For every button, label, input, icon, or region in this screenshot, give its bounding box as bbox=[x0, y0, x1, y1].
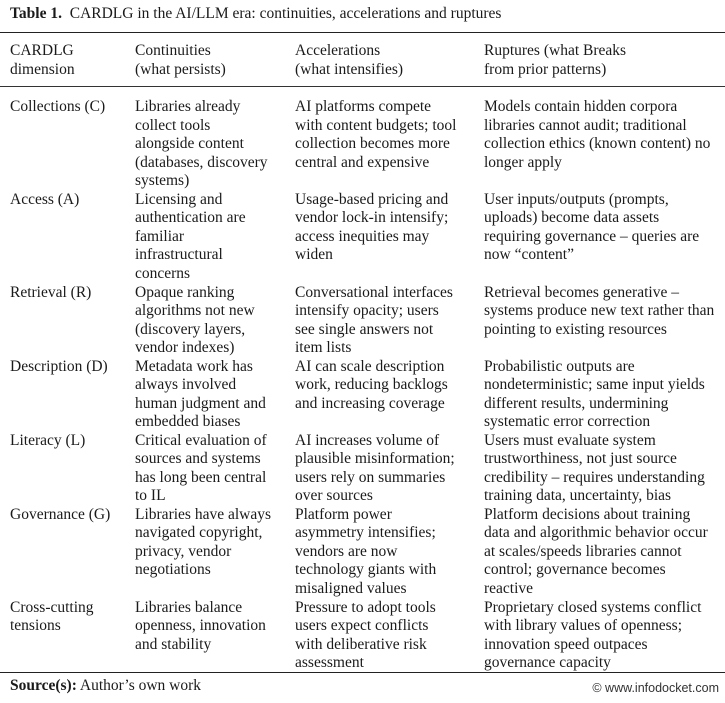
header-ruptures: Ruptures (what Breaks from prior patterns) bbox=[484, 42, 627, 78]
table-row bbox=[0, 506, 725, 599]
cell-dimension: Governance (G) bbox=[10, 505, 111, 523]
table-label: Table 1. bbox=[10, 5, 62, 22]
source-text: Author’s own work bbox=[79, 677, 202, 694]
cell-ruptures: Retrieval becomes generative – systems produce new text rather than pointing to existing resources bbox=[484, 283, 715, 338]
cell-continuities: Libraries balance openness, innovation and stability bbox=[135, 598, 266, 653]
table-row bbox=[0, 284, 725, 358]
table-row bbox=[0, 599, 725, 673]
cell-ruptures: Proprietary closed systems conflict with library values of openness; innovation speed outpaces governance capacity bbox=[484, 598, 702, 671]
cell-dimension: Literacy (L) bbox=[10, 431, 86, 449]
table-row bbox=[0, 88, 725, 191]
cardlg-table bbox=[0, 42, 725, 673]
cell-dimension: Access (A) bbox=[10, 190, 80, 208]
header-continuities: Continuities (what persists) bbox=[135, 42, 226, 78]
table-top-rule bbox=[0, 32, 725, 33]
cell-dimension: Retrieval (R) bbox=[10, 283, 92, 301]
cell-ruptures: User inputs/outputs (prompts, uploads) become data assets requiring governance – queries are now “content” bbox=[484, 190, 700, 263]
header-dimension: CARDLG dimension bbox=[10, 42, 75, 78]
cell-accelerations: Pressure to adopt tools users expect conflicts with deliberative risk assessment bbox=[295, 598, 436, 671]
cell-continuities: Libraries already collect tools alongside content (databases, discovery systems) bbox=[135, 98, 268, 189]
cell-ruptures: Models contain hidden corpora libraries cannot audit; traditional collection ethics (known content) no longer apply bbox=[484, 98, 711, 171]
cell-ruptures: Probabilistic outputs are nondeterministic; same input yields different results, undermining systematic error correction bbox=[484, 357, 705, 430]
table-row bbox=[0, 432, 725, 506]
table-header bbox=[0, 42, 725, 88]
cell-continuities: Licensing and authentication are familiar infrastructural concerns bbox=[135, 190, 246, 282]
cell-accelerations: Platform power asymmetry intensifies; vendors are now technology giants with misaligned values bbox=[295, 505, 437, 597]
cell-accelerations: Conversational interfaces intensify opacity; users see single answers not item lists bbox=[295, 283, 453, 356]
cell-accelerations: AI can scale description work, reducing backlogs and increasing coverage bbox=[295, 357, 448, 412]
cell-ruptures: Platform decisions about training data and algorithmic behavior occur at scales/speeds libraries cannot control; governance becomes reactive bbox=[484, 505, 708, 597]
cell-accelerations: AI increases volume of plausible misinformation; users rely on summaries over sources bbox=[295, 431, 455, 504]
cell-dimension: Cross-cutting tensions bbox=[10, 598, 94, 634]
cell-continuities: Opaque ranking algorithms not new (discovery layers, vendor indexes) bbox=[135, 283, 255, 356]
table-row bbox=[0, 358, 725, 432]
table-row bbox=[0, 191, 725, 284]
source-note bbox=[10, 677, 201, 695]
cell-dimension: Description (D) bbox=[10, 357, 108, 375]
table-body bbox=[0, 88, 725, 673]
cell-accelerations: AI platforms compete with content budgets; tool collection becomes more central and expensive bbox=[295, 98, 457, 171]
cell-ruptures: Users must evaluate system trustworthiness, not just source credibility – requires understanding training data, uncertainty, bias bbox=[484, 431, 705, 504]
header-accelerations: Accelerations (what intensifies) bbox=[295, 42, 404, 78]
cell-dimension: Collections (C) bbox=[10, 98, 106, 115]
cell-continuities: Critical evaluation of sources and systems has long been central to IL bbox=[135, 431, 267, 504]
source-label: Source(s): bbox=[10, 677, 77, 694]
table-title: CARDLG in the AI/LLM era: continuities, accelerations and ruptures bbox=[69, 5, 502, 22]
header-row bbox=[0, 42, 725, 88]
cell-accelerations: Usage-based pricing and vendor lock-in intensify; access inequities may widen bbox=[295, 190, 449, 263]
table-caption bbox=[10, 5, 501, 23]
watermark-text: © www.infodocket.com bbox=[592, 681, 719, 695]
cell-continuities: Libraries have always navigated copyright, privacy, vendor negotiations bbox=[135, 505, 271, 578]
cell-continuities: Metadata work has always involved human judgment and embedded biases bbox=[135, 357, 266, 430]
